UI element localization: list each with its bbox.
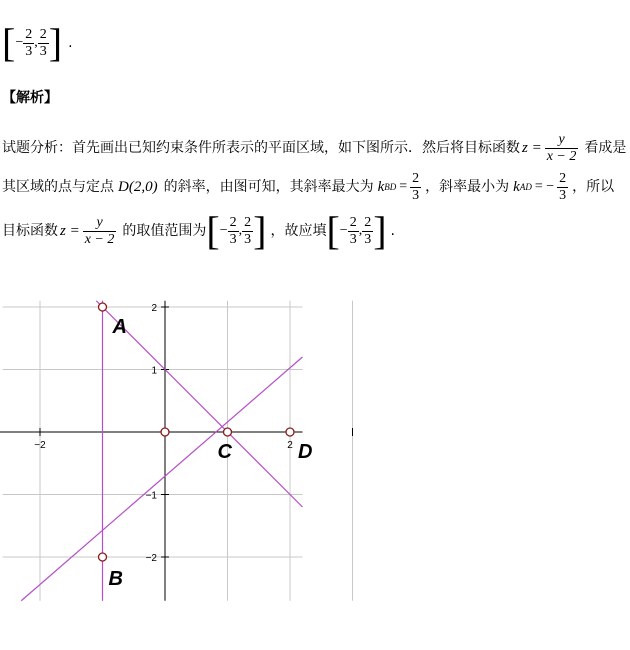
equals-minus: = −	[534, 179, 555, 194]
range-comma: ,	[238, 223, 243, 238]
range-fraction-upper: $\frac{2}{3}$	[244, 214, 252, 247]
slope-k-ad: k	[513, 179, 520, 195]
point-label-a: A	[112, 316, 127, 338]
point-b	[99, 553, 107, 561]
fraction-upper: $\frac{2}{3}$	[39, 26, 47, 59]
analysis-text-2-tail: ，所以	[572, 179, 615, 195]
analysis-line-2	[2, 168, 614, 206]
z-equals: z =	[522, 140, 542, 156]
fill-comma: ,	[358, 223, 363, 238]
section-heading: 【解析】	[2, 90, 58, 106]
feasible-region-figure	[0, 270, 380, 610]
min-slope-fraction: $\frac{2}{3}$	[559, 170, 567, 203]
x-tick-label: 2	[287, 440, 293, 451]
max-slope-fraction: $\frac{2}{3}$	[412, 170, 420, 203]
right-bracket: ]	[48, 20, 63, 65]
point-d	[286, 428, 294, 436]
point-c	[224, 428, 232, 436]
range-fraction-lower: $\frac{2}{3}$	[229, 214, 237, 247]
z-equals-2: z =	[60, 223, 80, 239]
analysis-text-2: 其区域的点与定点	[2, 179, 114, 195]
point-d-coords: D(2,0)	[118, 179, 158, 195]
analysis-text-3-tail: ，故应填	[270, 223, 327, 239]
y-tick-label: −2	[145, 553, 157, 564]
fill-minus: −	[339, 223, 348, 238]
point-origin	[161, 428, 169, 436]
analysis-text-3: 目标函数	[2, 223, 58, 239]
fill-left-bracket: [	[326, 208, 340, 253]
analysis-text-1: 试题分析：首先画出已知约束条件所表示的平面区域，如下图所示．然后将目标函数	[2, 140, 520, 156]
fill-fraction-lower: $\frac{2}{3}$	[349, 214, 357, 247]
x-tick-label: −2	[34, 440, 46, 451]
objective-fraction: $\frac{y}{x - 2}$	[546, 131, 577, 164]
analysis-line-3	[2, 209, 395, 253]
objective-fraction-2: $\frac{y}{x - 2}$	[84, 214, 115, 247]
range-right-bracket: ]	[253, 208, 267, 253]
range-left-bracket: [	[206, 208, 220, 253]
constraint-line	[21, 357, 302, 601]
y-tick-label: −1	[145, 490, 157, 502]
answer-interval	[2, 22, 73, 64]
fill-right-bracket: ]	[373, 208, 387, 253]
y-tick-label: 2	[151, 303, 157, 314]
analysis-text-3-end: .	[390, 223, 395, 239]
slope-k-bd-subscript: BD	[384, 182, 397, 192]
comma: ,	[34, 35, 38, 50]
point-label-b: B	[108, 568, 123, 590]
point-a	[99, 303, 107, 311]
fraction-lower: $\frac{2}{3}$	[25, 26, 33, 59]
point-label-d: D	[298, 441, 313, 463]
analysis-text-3-mid: 的取值范围为	[122, 223, 207, 239]
slope-k-bd: k	[377, 179, 385, 195]
analysis-text-1-tail: 看成是	[584, 140, 627, 156]
equals-sign: =	[399, 179, 408, 194]
range-minus: −	[219, 223, 228, 238]
fill-fraction-upper: $\frac{2}{3}$	[364, 214, 372, 247]
y-tick-label: 1	[151, 365, 157, 377]
analysis-line-1	[2, 130, 626, 166]
constraint-line	[96, 301, 302, 507]
point-label-c: C	[217, 441, 232, 463]
minus-sign: −	[15, 35, 24, 50]
analysis-text-2-mid2: ，斜率最小为	[425, 179, 510, 195]
slope-k-ad-subscript: AD	[519, 182, 532, 192]
answer-period: .	[68, 35, 73, 51]
left-bracket: [	[2, 20, 16, 65]
analysis-text-2-mid: 的斜率，由图可知，其斜率最大为	[163, 179, 374, 195]
